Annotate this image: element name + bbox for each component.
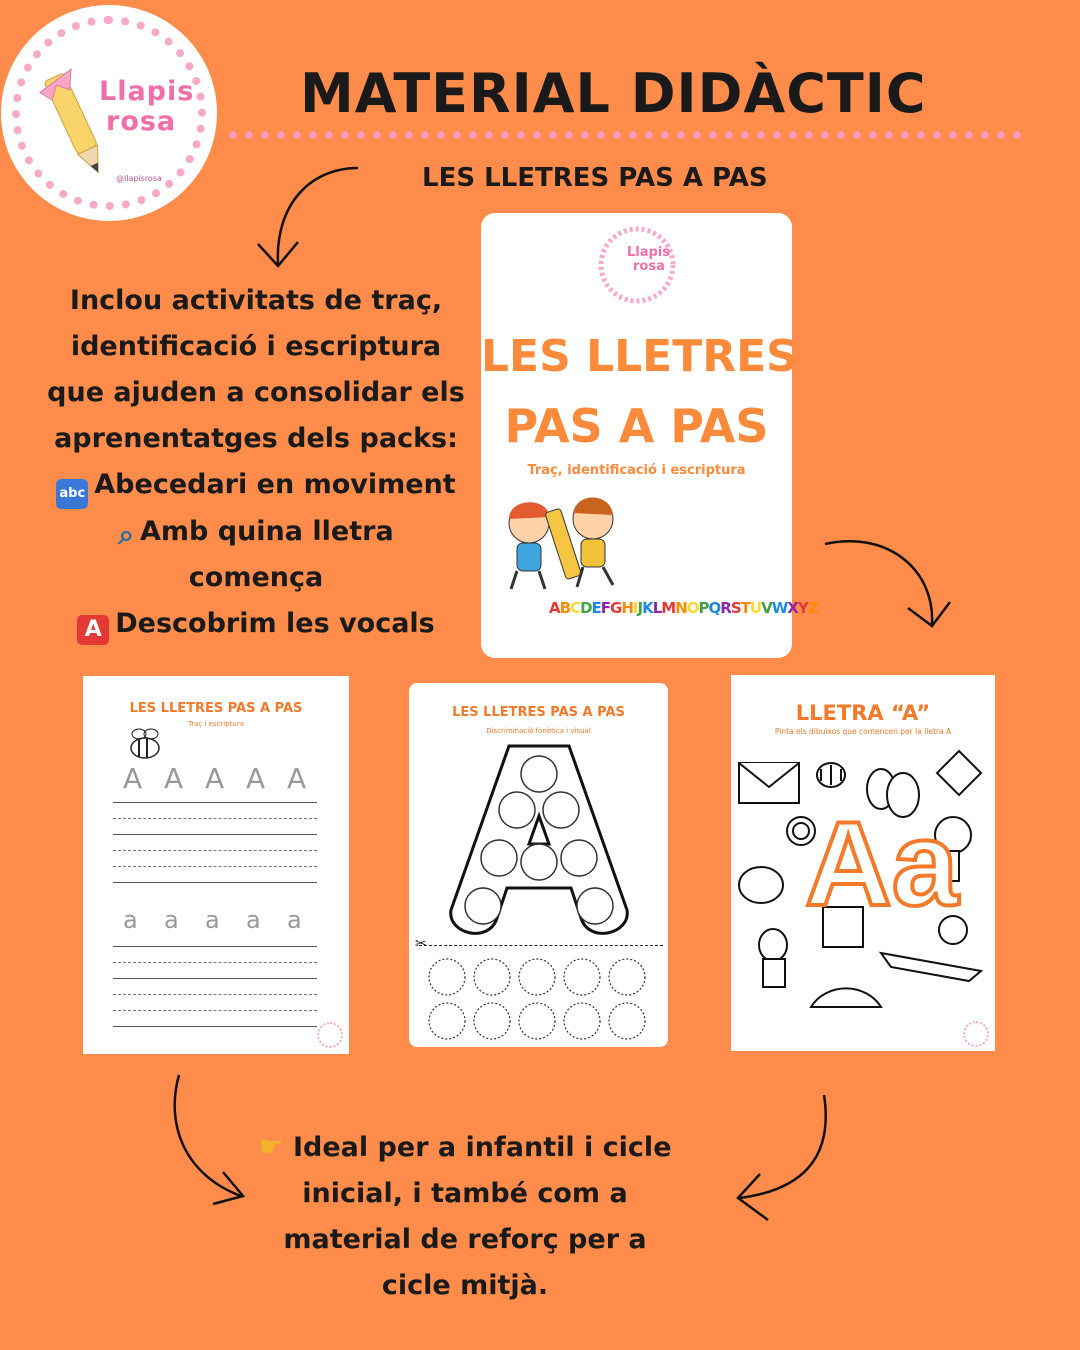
page-title: MATERIAL DIDÀCTIC [300, 62, 927, 125]
alphabet-letter: A [549, 599, 560, 617]
tracing-letter: a [123, 906, 138, 934]
sheet3-big-letters: Aa [805, 797, 959, 931]
description-line: que ajuden a consolidar els [47, 377, 465, 408]
alphabet-letter: K [642, 599, 653, 617]
alphabet-letter: C [570, 599, 581, 617]
logo-handle: @llapisrosa [116, 174, 162, 183]
cut-line [419, 945, 663, 946]
alphabet-letter: O [686, 599, 699, 617]
footer-line-2: inicial, i també com a [302, 1178, 628, 1209]
curved-arrow-icon-4 [730, 1090, 840, 1225]
alphabet-letter: E [591, 599, 601, 617]
pack-item-3 [40, 601, 472, 647]
description [40, 278, 472, 647]
cover-logo-text-1: Llapis [627, 245, 671, 260]
alphabet-letter: Q [708, 599, 721, 617]
dotted-divider [225, 130, 1025, 140]
alphabet-letter: H [621, 599, 633, 617]
curved-arrow-icon-1 [240, 160, 370, 275]
alphabet-letter: B [559, 599, 571, 617]
brand-logo [4, 8, 214, 218]
tracing-letter: a [246, 906, 261, 934]
kids-illustration [493, 483, 633, 595]
worksheet-dot-marker [409, 683, 668, 1047]
alphabet-letter: S [730, 599, 741, 617]
pack-item-1 [40, 462, 472, 509]
cover-title-1: LES LLETRES [481, 331, 798, 382]
sheet-logo [963, 1021, 989, 1047]
alphabet-letter: W [771, 599, 788, 617]
alphabet-letter: D [580, 599, 592, 617]
bee-icon [123, 724, 167, 766]
alphabet-letter: N [675, 599, 687, 617]
tracing-letter: a [287, 906, 302, 934]
alphabet-letter: Y [797, 599, 808, 617]
sheet1-subtitle: Traç i escriptura [187, 720, 245, 728]
picture-circles [427, 957, 652, 1042]
alphabet-letter: T [740, 599, 750, 617]
tracing-letter: a [205, 906, 220, 934]
sheet2-subtitle: Discriminació fonètica i visual [486, 727, 591, 735]
alphabet-letter: P [698, 599, 709, 617]
pack-item-2-label: Amb quina lletra [140, 516, 394, 547]
alphabet-letter: X [787, 599, 798, 617]
tracing-letter: A [246, 762, 266, 795]
alphabet-letter: R [720, 599, 731, 617]
page-subtitle: LES LLETRES PAS A PAS [422, 163, 768, 193]
sheet3-subtitle: Pinta els dibuixos que comencen per la lletra A [774, 727, 952, 736]
tracing-letter: A [287, 762, 307, 795]
footer-line-1 [250, 1124, 680, 1171]
description-line: identificació i escriptura [70, 331, 442, 362]
pack-item-3-label: Descobrim les vocals [115, 608, 435, 639]
cover-title-2: PAS A PAS [504, 399, 769, 453]
cover-alphabet [549, 599, 818, 617]
alphabet-letter: L [652, 599, 662, 617]
tracing-letter: A [123, 762, 143, 795]
scissors-icon: ✂ [415, 936, 427, 952]
alphabet-letter: M [661, 599, 676, 617]
alphabet-letter: J [637, 599, 643, 617]
footer-line-3: material de reforç per a [283, 1224, 647, 1255]
big-letter-a-outline [449, 738, 629, 944]
letter-a-icon: A [77, 615, 109, 645]
cover-card [481, 213, 818, 658]
magnifier-icon: ⌕ [118, 518, 134, 551]
cover-logo-text-2: rosa [633, 259, 665, 274]
footer-line-1-label: Ideal per a infantil i cicle [293, 1132, 672, 1163]
alphabet-letter: U [749, 599, 762, 617]
pack-item-1-label: Abecedari en moviment [94, 469, 456, 500]
footer-line-4: cicle mitjà. [381, 1270, 549, 1301]
description-line: Inclou activitats de traç, [69, 285, 443, 316]
sheet2-title: LES LLETRES PAS A PAS [452, 705, 625, 720]
curved-arrow-icon-2 [820, 532, 960, 632]
alphabet-letter: Z [807, 599, 818, 617]
tracing-letter: A [205, 762, 225, 795]
pointing-hand-icon: ☛ [258, 1130, 284, 1163]
worksheet-tracing [83, 676, 349, 1054]
sheet-logo [317, 1022, 343, 1048]
footer-text [250, 1124, 680, 1309]
alphabet-letter: F [600, 599, 611, 617]
coloring-pictures [731, 745, 995, 1045]
alphabet-letter: G [610, 599, 622, 617]
logo-text-2: rosa [106, 106, 177, 137]
tracing-letter: a [164, 906, 179, 934]
pack-item-2-cont: comença [188, 562, 324, 593]
sheet3-title: LLETRA “A” [795, 701, 931, 725]
worksheet-coloring [731, 675, 995, 1051]
pack-item-2 [40, 509, 472, 555]
abc-icon: abc [56, 479, 88, 509]
alphabet-letter: V [761, 599, 772, 617]
logo-text-1: Llapis [99, 76, 195, 107]
alphabet-letter: I [632, 599, 638, 617]
curved-arrow-icon-3 [165, 1070, 255, 1210]
tracing-letter: A [164, 762, 184, 795]
description-line: aprenentatges dels packs: [54, 423, 458, 454]
sheet1-title: LES LLETRES PAS A PAS [129, 701, 303, 716]
cover-subtitle: Traç, identificació i escriptura [527, 463, 746, 478]
